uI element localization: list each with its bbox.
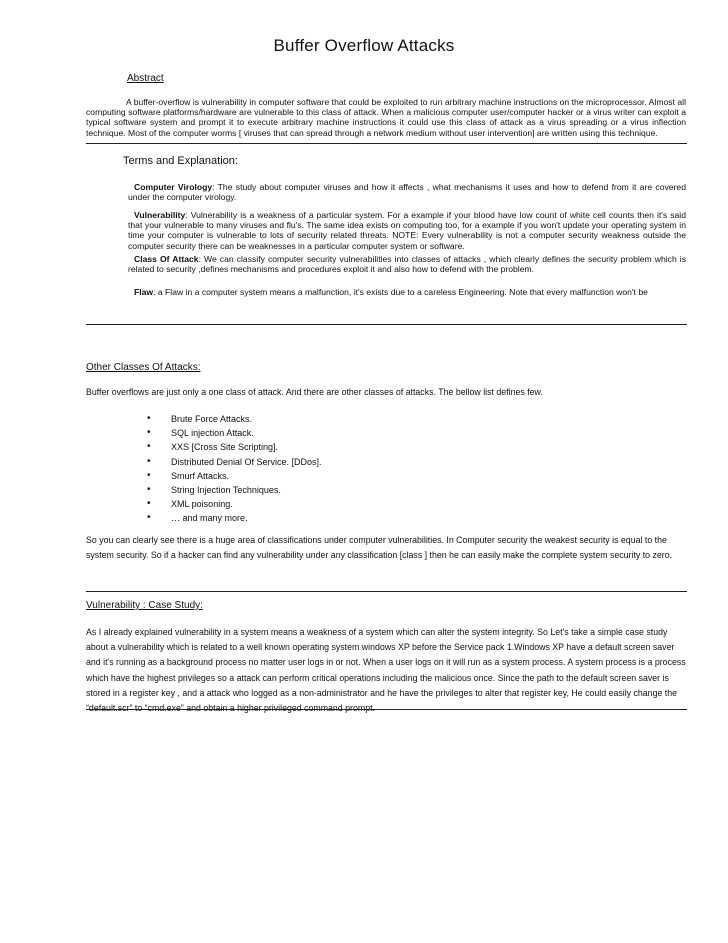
term-definition: : Vulnerability is a weakness of a particular system. For a example if your blood have low count of white cell counts then it's said that your vulnerable to many viruses and flu's. The same idea exists on computing too, for a example if you won't update your operating system in time your computer is vulnerable to lots of security related threats. NOTE: Every vulnerability is not a computer security weakness outside the computer security there can be weaknesses in a particular computer system or software. <box>128 210 686 251</box>
attack-list <box>147 412 322 526</box>
term-vulnerability <box>128 210 686 251</box>
list-item: • … and many more. <box>147 511 322 525</box>
term-definition: : a Flaw in a computer system means a malfunction, it's exists due to a careless Engineering. Note that every malfunction won't be <box>153 287 648 297</box>
list-item: • Smurf Attacks. <box>147 469 322 483</box>
abstract-heading: Abstract <box>127 73 164 84</box>
list-item: • SQL injection Attack. <box>147 426 322 440</box>
term-computer-virology <box>128 182 686 202</box>
term-label: Flaw <box>134 287 154 297</box>
term-definition: : We can classify computer security vulnerabilities into classes of attacks , which clearly defines the security problem which is related to security ,defines mechanisms and procedures exploit it and also how to defend with the problem. <box>128 254 686 275</box>
abstract-divider <box>86 143 687 144</box>
term-label: Class Of Attack <box>134 254 199 264</box>
case-study-heading: Vulnerability : Case Study: <box>86 600 203 611</box>
list-item: • String Injection Techniques. <box>147 483 322 497</box>
case-study-text: As I already explained vulnerability in a system means a weakness of a system which can alter the system integrity. So Let's take a simple case study about a vulnerability which is related to a well known operating system windows XP before the Service pack 1.Windows XP have a default screen saver and it's running as a background process no matter user logs in or not. When a user logs on it will run as a system process. A system process is a process which have the highest privileges so a attack can perform critical operations including the malicious once. Since the path to the default screen saver is stored in a register key , and a attack who logged as a non-administrator and he have the privileges to alter that register key, He could easily change the <box>86 627 686 698</box>
document-title: Buffer Overflow Attacks <box>273 36 455 55</box>
term-definition: : The study about computer viruses and how it affects , what mechanisms it uses and how to defend from it are covered under the computer virology. <box>128 182 686 203</box>
list-item: • XML poisoning. <box>147 497 322 511</box>
other-classes-heading: Other Classes Of Attacks: <box>86 362 201 373</box>
case-study-divider <box>86 709 687 710</box>
term-class-of-attack <box>128 254 686 274</box>
term-flaw <box>128 287 686 297</box>
other-classes-intro: Buffer overflows are just only a one class of attack. And there are other classes of attacks. The bellow list defines few. <box>86 387 543 397</box>
list-item: • Distributed Denial Of Service. [DDos]. <box>147 455 322 469</box>
list-item: • Brute Force Attacks. <box>147 412 322 426</box>
other-classes-summary: So you can clearly see there is a huge area of classifications under computer vulnerabilities. In Computer security the weakest security is equal to the system security. So if a hacker can find any vulnerability under any classification [class ] then he can easily make the complete system security to zero. <box>86 535 673 561</box>
abstract-text: A buffer-overflow is vulnerability in computer software that could be exploited to run arbitrary machine instructions on the microprocessor. Almost all computing software platforms/hardware are vulnerable to this class of attack. When a malicious computer user/computer hacker or a virus writer can exploit a typical software system and prompt it to execute arbitrary machine instructions it could use this class of attack as a virus spreading or a virus inflection technique. Most of the computer worms [ viruses that can spread through a network medium without user intervention] are written using this technique. <box>86 97 686 138</box>
terms-heading: Terms and Explanation: <box>123 155 238 167</box>
list-item: • XXS [Cross Site Scripting]. <box>147 440 322 454</box>
term-label: Vulnerability <box>134 210 186 220</box>
other-classes-divider <box>86 591 687 592</box>
term-label: Computer Virology <box>134 182 213 192</box>
terms-divider <box>86 324 687 325</box>
